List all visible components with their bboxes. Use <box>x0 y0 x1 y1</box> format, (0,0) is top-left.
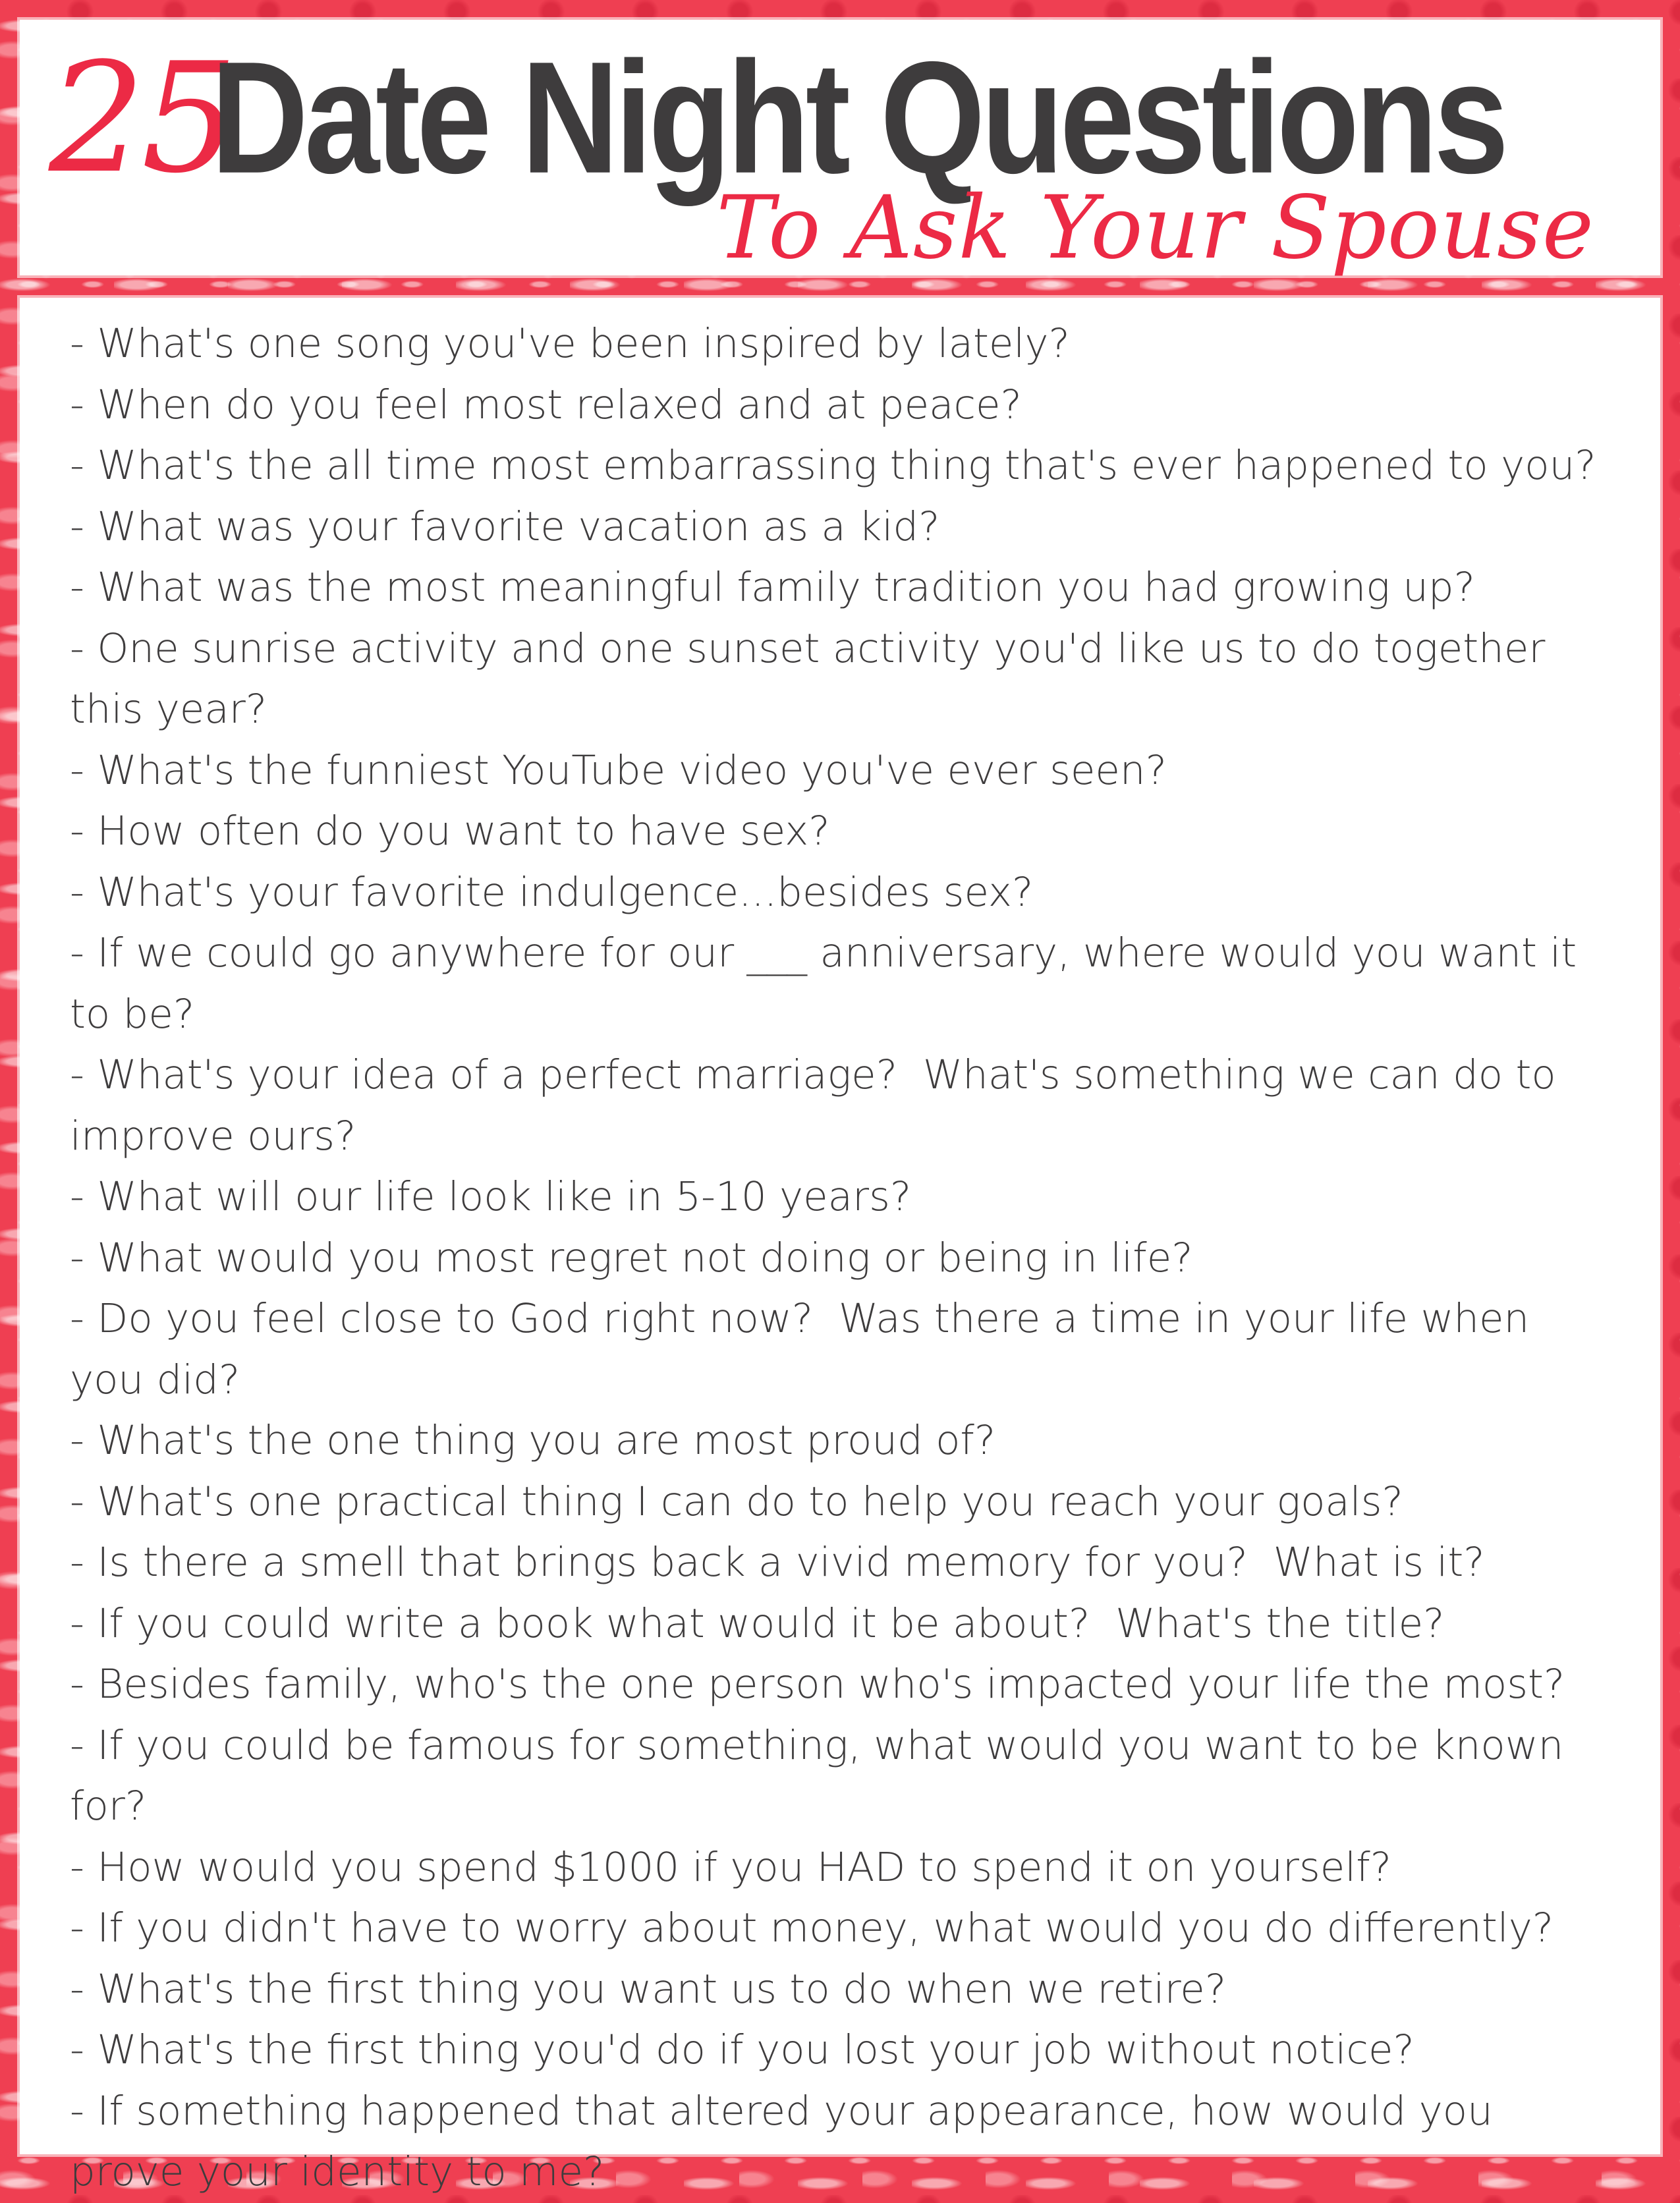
question-item: - What's the one thing you are most proud of? <box>70 1417 996 1464</box>
question-item: - If you could be famous for something, what would you want to be known for? <box>70 1721 1577 1829</box>
title-panel <box>20 20 1660 279</box>
question-item: - What's your idea of a perfect marriage? What's something we can do to improve ours? <box>70 1051 1569 1159</box>
question-item: - What's the first thing you want us to do when we retire? <box>70 1965 1227 2013</box>
question-item: - What's one practical thing I can do to help you reach your goals? <box>70 1478 1403 1525</box>
question-item: - What's the all time most embarrassing thing that's ever happened to you? <box>70 442 1596 489</box>
question-item: - One sunrise activity and one sunset activity you'd like us to do together this year? <box>70 625 1558 733</box>
title-number: 25 <box>49 31 234 207</box>
questions-panel <box>20 298 1660 2195</box>
question-item: - What's your favorite indulgence...besides sex? <box>70 868 1034 916</box>
question-item: - Do you feel close to God right now? Was there a time in your life when you did? <box>70 1295 1542 1403</box>
question-item: - If you didn't have to worry about money, what would you do differently? <box>70 1905 1554 1951</box>
question-item: - What's the funniest YouTube video you've ever seen? <box>70 746 1167 794</box>
question-item: - When do you feel most relaxed and at peace? <box>70 381 1022 428</box>
question-item: - How often do you want to have sex? <box>70 808 830 854</box>
question-item: - How would you spend $1000 if you HAD to spend it on yourself? <box>70 1843 1392 1891</box>
question-item: - Is there a smell that brings back a vivid memory for you? What is it? <box>70 1539 1485 1586</box>
question-item: - What was your favorite vacation as a kid? <box>70 503 940 550</box>
question-item: - What would you most regret not doing or being in life? <box>70 1234 1193 1281</box>
page-title: Date Night Questions <box>211 28 1505 207</box>
question-item: - What's one song you've been inspired by lately? <box>70 320 1070 367</box>
question-list <box>70 314 1598 2203</box>
question-item: - Besides family, who's the one person who's impacted your life the most? <box>70 1661 1565 1708</box>
page-subtitle: To Ask Your Spouse <box>716 177 1594 279</box>
question-item: - If we could go anywhere for our ___ anniversary, where would you want it to be? <box>70 930 1590 1038</box>
question-item: - If something happened that altered your appearance, how would you prove your identity to me? <box>70 2087 1506 2195</box>
question-item: - What will our life look like in 5-10 years? <box>70 1173 912 1220</box>
question-item: - What was the most meaningful family tradition you had growing up? <box>70 564 1476 611</box>
question-item: - What's the first thing you'd do if you lost your job without notice? <box>70 2026 1414 2073</box>
question-item: - If you could write a book what would it be about? What's the title? <box>70 1600 1445 1647</box>
